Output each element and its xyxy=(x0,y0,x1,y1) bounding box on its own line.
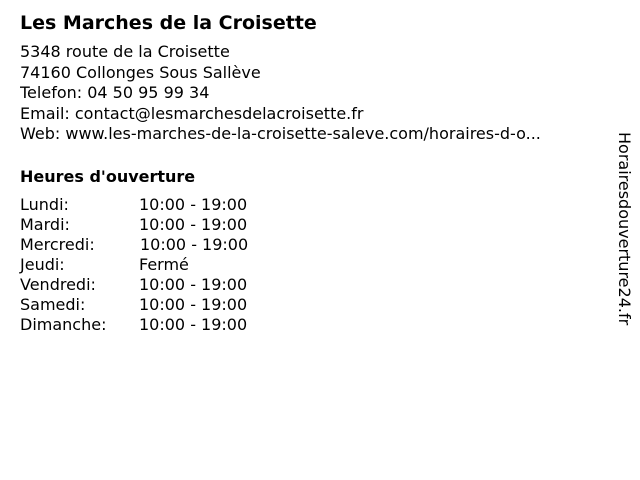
hours-row-monday xyxy=(20,195,610,215)
address-line-2: 74160 Collonges Sous Sallève xyxy=(20,62,261,82)
opening-hours-heading: Heures d'ouverture xyxy=(20,166,196,186)
hours-row-friday xyxy=(20,275,610,295)
day-label: Jeudi: xyxy=(20,254,65,274)
time-value: 10:00 - 19:00 xyxy=(139,294,248,314)
day-label: Vendredi: xyxy=(20,274,96,294)
hours-row-thursday xyxy=(20,255,610,275)
website-link[interactable]: Web: www.les-marches-de-la-croisette-saleve.com/horaires-d-o... xyxy=(20,124,541,143)
hours-row-saturday xyxy=(20,295,610,315)
phone-number[interactable]: Telefon: 04 50 95 99 34 xyxy=(20,83,210,102)
time-value: 10:00 - 19:00 xyxy=(140,234,249,254)
time-value: 10:00 - 19:00 xyxy=(139,274,248,294)
business-card xyxy=(20,10,610,335)
hours-row-wednesday xyxy=(20,235,610,255)
address-line-1: 5348 route de la Croisette xyxy=(20,42,230,61)
business-name: Les Marches de la Croisette xyxy=(20,12,317,34)
time-value: 10:00 - 19:00 xyxy=(139,214,248,234)
time-value: 10:00 - 19:00 xyxy=(139,314,248,334)
email-link[interactable]: Email: contact@lesmarchesdelacroisette.fr xyxy=(20,103,364,123)
site-watermark: Horairesdouverture24.fr xyxy=(615,132,634,326)
day-label: Mardi: xyxy=(20,214,70,234)
time-value: Fermé xyxy=(139,254,189,274)
day-label: Mercredi: xyxy=(20,234,95,254)
day-label: Lundi: xyxy=(20,194,69,214)
time-value: 10:00 - 19:00 xyxy=(139,194,248,214)
hours-row-tuesday xyxy=(20,215,610,235)
day-label: Samedi: xyxy=(20,294,86,314)
day-label: Dimanche: xyxy=(20,314,107,334)
hours-row-sunday xyxy=(20,315,610,335)
